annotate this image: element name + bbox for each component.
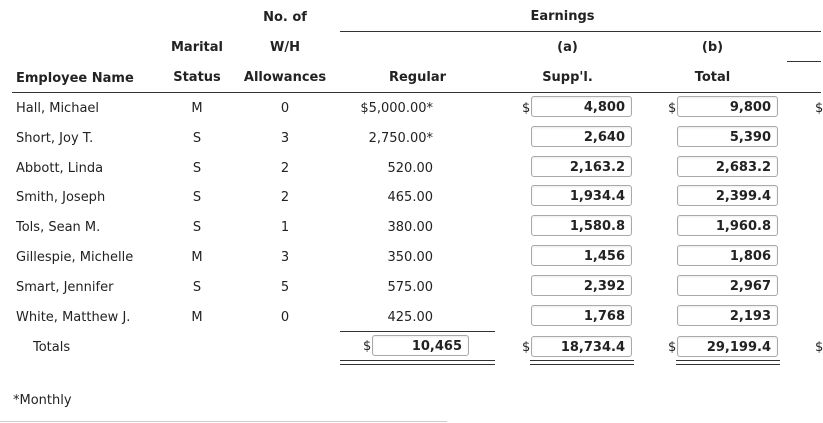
- regular-earnings: 2,750.00*: [368, 131, 433, 146]
- header-earnings: Earnings: [530, 9, 595, 24]
- regular-total-rule: [340, 331, 495, 332]
- employee-name: Hall, Michael: [16, 101, 100, 116]
- extra-col-dollar: $: [815, 101, 823, 116]
- footnote: *Monthly: [13, 393, 72, 408]
- suppl-earnings-field[interactable]: 1,456: [531, 245, 632, 266]
- header-employee-name: Employee Name: [16, 71, 134, 86]
- wh-allowances: 3: [280, 250, 290, 265]
- suppl-double-rule: [530, 360, 634, 365]
- header-marital: Marital: [170, 40, 224, 55]
- suppl-earnings-field[interactable]: 2,163.2: [531, 156, 632, 177]
- total-earnings-field[interactable]: 2,967: [677, 275, 778, 296]
- totals-suppl-dollar: $: [522, 340, 531, 355]
- regular-double-rule: [340, 360, 495, 365]
- suppl-earnings-field[interactable]: 1,934.4: [531, 185, 632, 206]
- header-status: Status: [173, 70, 221, 85]
- total-earnings-field[interactable]: 2,399.4: [677, 185, 778, 206]
- total-earnings-field[interactable]: 2,193: [677, 305, 778, 326]
- header-wh: W/H: [270, 40, 300, 55]
- header-bottom-rule: [12, 92, 821, 93]
- header-col-a: (a): [557, 40, 578, 55]
- header-regular: Regular: [388, 70, 447, 85]
- wh-allowances: 0: [280, 101, 290, 116]
- wh-allowances: 1: [280, 220, 290, 235]
- total-earnings-field[interactable]: 9,800: [677, 96, 778, 117]
- total-double-rule: [676, 360, 780, 365]
- suppl-earnings-field[interactable]: 4,800: [531, 96, 632, 117]
- totals-total-field[interactable]: 29,199.4: [677, 336, 778, 357]
- marital-status: S: [192, 220, 202, 235]
- regular-earnings: 425.00: [387, 310, 433, 325]
- wh-allowances: 5: [280, 280, 290, 295]
- marital-status: M: [191, 310, 203, 325]
- total-earnings-field[interactable]: 1,960.8: [677, 215, 778, 236]
- header-no-of: No. of: [263, 10, 307, 25]
- employee-name: White, Matthew J.: [16, 310, 131, 325]
- suppl-earnings-field[interactable]: 2,640: [531, 126, 632, 147]
- regular-earnings: 380.00: [387, 220, 433, 235]
- employee-name: Tols, Sean M.: [16, 220, 101, 235]
- marital-status: S: [192, 280, 202, 295]
- suppl-earnings-field[interactable]: 1,580.8: [531, 215, 632, 236]
- marital-status: S: [192, 190, 202, 205]
- wh-allowances: 0: [280, 310, 290, 325]
- totals-regular-dollar: $: [363, 339, 372, 354]
- employee-name: Smart, Jennifer: [16, 280, 114, 295]
- wh-allowances: 2: [280, 190, 290, 205]
- employee-name: Short, Joy T.: [16, 131, 94, 146]
- regular-earnings: 520.00: [387, 161, 433, 176]
- total-earnings-field[interactable]: 1,806: [677, 245, 778, 266]
- regular-earnings: $5,000.00*: [360, 101, 433, 116]
- marital-status: M: [191, 250, 203, 265]
- regular-earnings: 350.00: [387, 250, 433, 265]
- totals-regular-field[interactable]: 10,465: [372, 335, 469, 356]
- regular-earnings: 575.00: [387, 280, 433, 295]
- marital-status: S: [192, 131, 202, 146]
- wh-allowances: 3: [280, 131, 290, 146]
- header-allowances: Allowances: [243, 70, 327, 85]
- extra-col-rule: [787, 61, 821, 62]
- header-suppl: Supp'l.: [542, 70, 593, 85]
- total-earnings-field[interactable]: 2,683.2: [677, 156, 778, 177]
- regular-earnings: 465.00: [387, 190, 433, 205]
- employee-name: Smith, Joseph: [16, 190, 106, 205]
- extra-col-dollar-totals: $: [815, 340, 823, 355]
- wh-allowances: 2: [280, 161, 290, 176]
- suppl-earnings-field[interactable]: 2,392: [531, 275, 632, 296]
- totals-label: Totals: [33, 340, 71, 355]
- total-earnings-field[interactable]: 5,390: [677, 126, 778, 147]
- marital-status: M: [191, 101, 203, 116]
- total-dollar: $: [668, 101, 677, 116]
- header-total: Total: [694, 70, 731, 85]
- earnings-rule: [340, 31, 821, 32]
- header-col-b: (b): [701, 40, 724, 55]
- marital-status: S: [192, 161, 202, 176]
- bottom-scroll-rule: [0, 421, 447, 422]
- employee-name: Gillespie, Michelle: [16, 250, 134, 265]
- employee-name: Abbott, Linda: [16, 161, 104, 176]
- suppl-earnings-field[interactable]: 1,768: [531, 305, 632, 326]
- suppl-dollar: $: [522, 101, 531, 116]
- totals-suppl-field[interactable]: 18,734.4: [531, 336, 632, 357]
- totals-total-dollar: $: [668, 340, 677, 355]
